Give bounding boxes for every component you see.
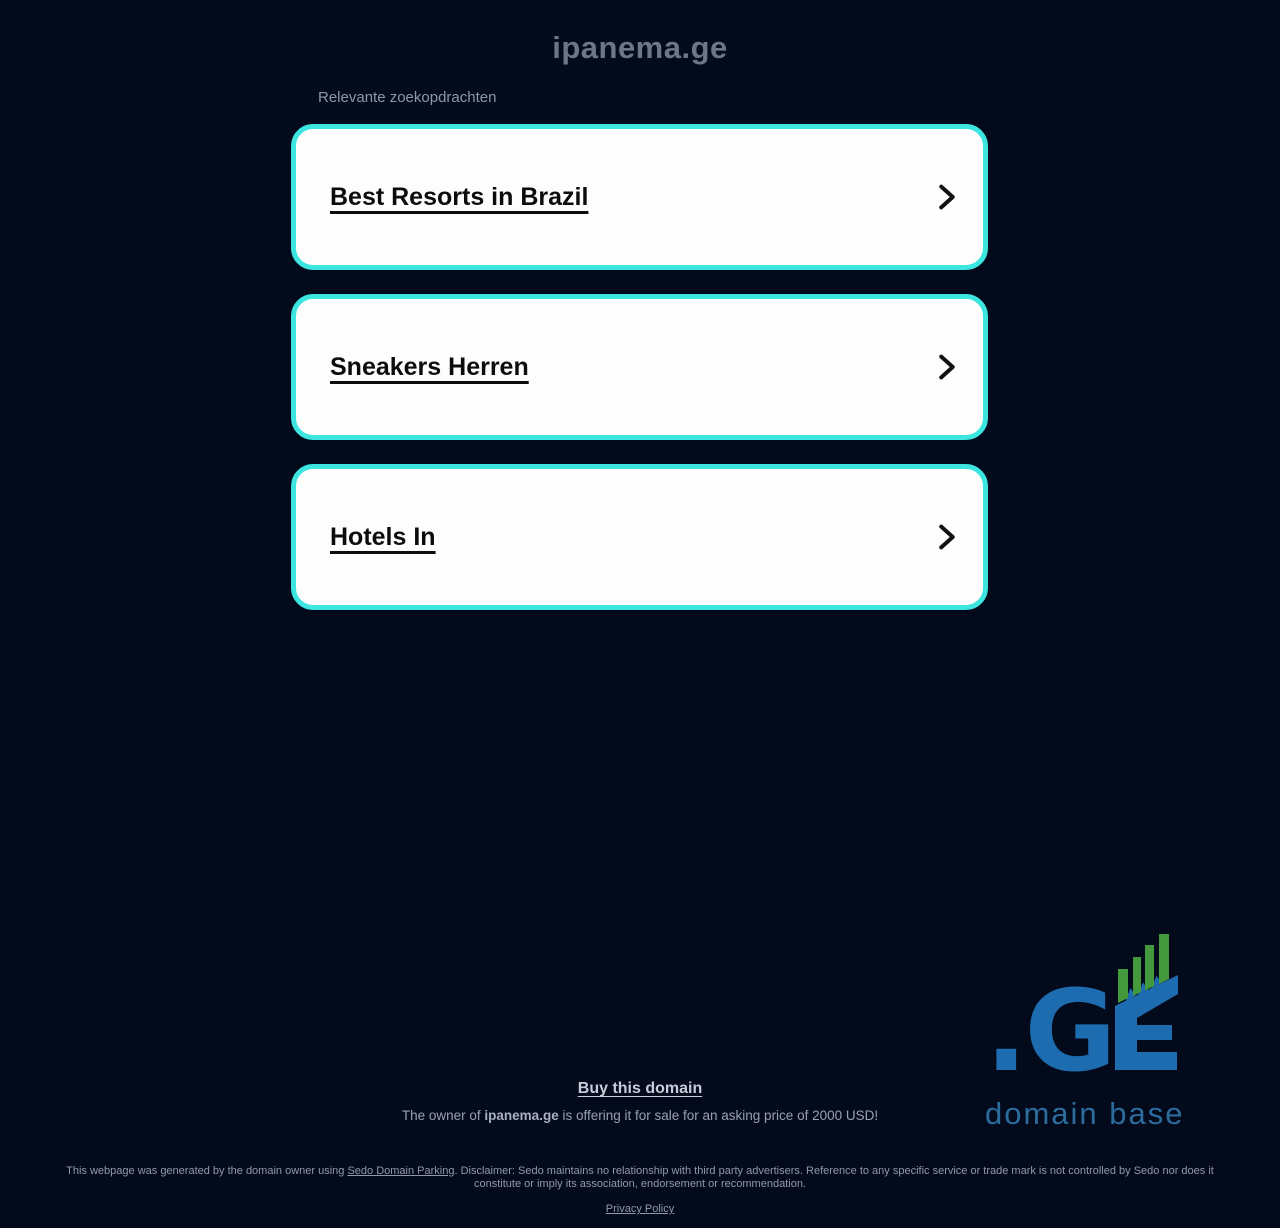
buy-domain-row xyxy=(0,1080,1280,1098)
related-link-card[interactable] xyxy=(291,124,988,270)
sedo-domain-parking-link[interactable]: Sedo Domain Parking xyxy=(347,1165,455,1177)
sale-offer-suffix: is offering it for sale for an asking price of 2000 USD! xyxy=(558,1108,879,1123)
chevron-right-icon xyxy=(933,522,961,552)
related-link[interactable]: Best Resorts in Brazil xyxy=(330,182,589,211)
sale-offer-prefix: The owner of xyxy=(401,1108,485,1123)
sedo-disclaimer xyxy=(65,1165,1215,1190)
privacy-policy-row xyxy=(0,1203,1280,1215)
related-searches-label: Relevante zoekopdrachten xyxy=(318,89,497,106)
sale-offer-domain: ipanema.ge xyxy=(484,1108,559,1123)
related-link-card[interactable] xyxy=(291,464,988,610)
related-link-card[interactable] xyxy=(291,294,988,440)
ge-domain-base-logo xyxy=(985,932,1200,1132)
related-link[interactable]: Hotels In xyxy=(330,522,436,551)
chevron-right-icon xyxy=(933,182,961,212)
privacy-policy-link[interactable]: Privacy Policy xyxy=(605,1203,675,1215)
sale-offer-text xyxy=(0,1108,1280,1123)
disclaimer-prefix: This webpage was generated by the domain owner using xyxy=(66,1165,348,1177)
buy-this-domain-link[interactable]: Buy this domain xyxy=(577,1080,703,1097)
disclaimer-rest: . Disclaimer: Sedo maintains no relationship with third party advertisers. Reference to any specific service or trade mark is not controlled by Sedo nor does it constitute or imply its association, endorsement or recommendation. xyxy=(454,1165,1214,1190)
related-link[interactable]: Sneakers Herren xyxy=(330,352,529,381)
chevron-right-icon xyxy=(933,352,961,382)
logo-wordmark-text: .G xyxy=(985,967,1114,1097)
logo-caption: domain base xyxy=(985,1096,1185,1131)
page-title: ipanema.ge xyxy=(552,30,728,65)
related-links-list xyxy=(291,124,988,610)
